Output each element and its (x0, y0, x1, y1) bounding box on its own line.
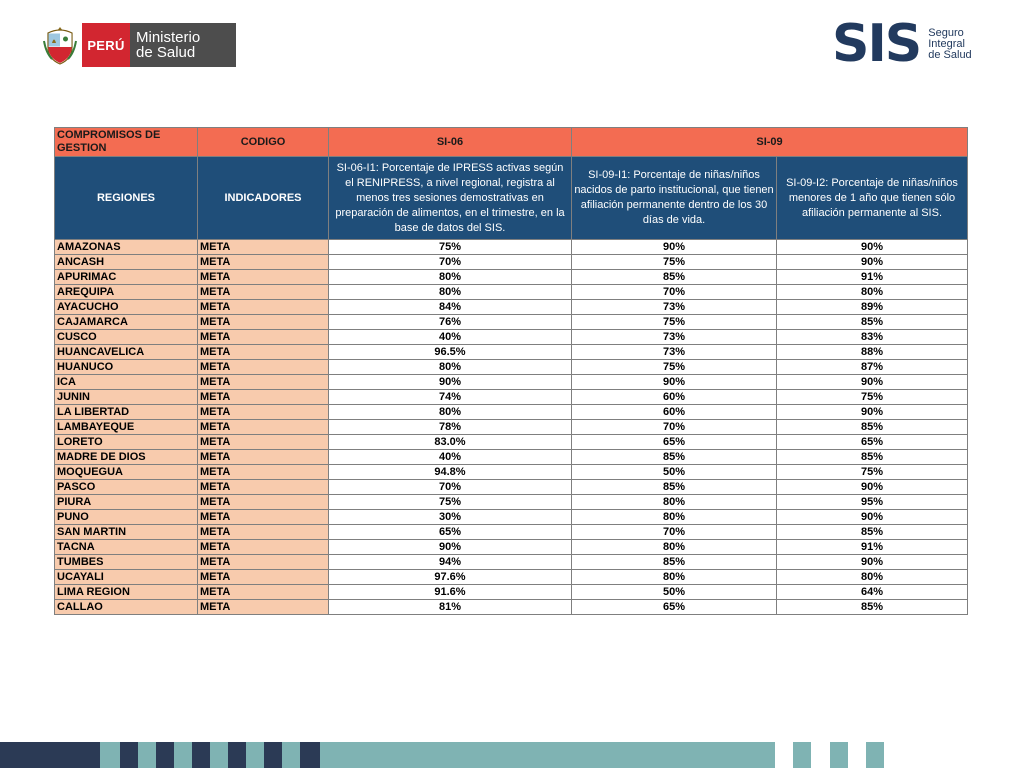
region-cell: TACNA (55, 540, 198, 555)
region-cell: APURIMAC (55, 270, 198, 285)
si06-i1-value: 94% (329, 555, 572, 570)
indicador-cell: META (198, 585, 329, 600)
si06-i1-value: 97.6% (329, 570, 572, 585)
sis-wordmark: SIS (832, 14, 921, 74)
regiones-header: REGIONES (55, 157, 198, 240)
table-row (55, 555, 968, 570)
ministerio-label (130, 23, 236, 67)
table-row (55, 435, 968, 450)
indicador-cell: META (198, 345, 329, 360)
region-cell: AREQUIPA (55, 285, 198, 300)
si09-i1-value: 85% (572, 480, 777, 495)
si09-i2-value: 85% (777, 315, 968, 330)
si09-i2-value: 90% (777, 375, 968, 390)
indicador-cell: META (198, 405, 329, 420)
si06-i1-value: 96.5% (329, 345, 572, 360)
indicador-cell: META (198, 525, 329, 540)
region-cell: AYACUCHO (55, 300, 198, 315)
table-row (55, 495, 968, 510)
si09-i1-value: 80% (572, 540, 777, 555)
ministerio-line2: de Salud (136, 44, 196, 61)
si09-i1-value: 70% (572, 525, 777, 540)
table-row (55, 390, 968, 405)
si09-i1-value: 85% (572, 270, 777, 285)
si09-i1-value: 70% (572, 285, 777, 300)
si06-i1-value: 75% (329, 495, 572, 510)
si06-i1-value: 75% (329, 240, 572, 255)
indicador-cell: META (198, 435, 329, 450)
indicador-cell: META (198, 600, 329, 615)
si06-i1-value: 70% (329, 480, 572, 495)
compromisos-header: COMPROMISOS DE GESTION (55, 128, 198, 157)
table-row (55, 345, 968, 360)
si09-i1-value: 80% (572, 510, 777, 525)
table-row (55, 255, 968, 270)
si06-i1-value: 94.8% (329, 465, 572, 480)
region-cell: HUANUCO (55, 360, 198, 375)
sis-subtitle (928, 28, 971, 61)
table-row (55, 285, 968, 300)
si06-i1-value: 91.6% (329, 585, 572, 600)
region-cell: CAJAMARCA (55, 315, 198, 330)
region-cell: LIMA REGION (55, 585, 198, 600)
header-row-compromisos (55, 128, 968, 157)
region-cell: MOQUEGUA (55, 465, 198, 480)
region-cell: CUSCO (55, 330, 198, 345)
ministerio-line1: Ministerio (136, 29, 201, 46)
table-row (55, 585, 968, 600)
table-row (55, 315, 968, 330)
si09-i1-value: 50% (572, 465, 777, 480)
region-cell: CALLAO (55, 600, 198, 615)
indicador-cell: META (198, 270, 329, 285)
si09-i2-value: 80% (777, 570, 968, 585)
indicator-si09-i1: SI-09-I1: Porcentaje de niñas/niños nacidos de parto institucional, que tienen afiliación permanente dentro de los 30 días de vida. (572, 157, 777, 240)
indicador-cell: META (198, 570, 329, 585)
si06-i1-value: 80% (329, 405, 572, 420)
peru-label: PERÚ (82, 23, 130, 67)
indicador-cell: META (198, 375, 329, 390)
region-cell: PIURA (55, 495, 198, 510)
si06-i1-value: 76% (329, 315, 572, 330)
table-row (55, 240, 968, 255)
si09-i1-value: 75% (572, 255, 777, 270)
region-cell: TUMBES (55, 555, 198, 570)
indicador-cell: META (198, 255, 329, 270)
table-row (55, 570, 968, 585)
si09-i1-value: 90% (572, 240, 777, 255)
region-cell: LORETO (55, 435, 198, 450)
sis-logo (832, 14, 992, 74)
region-cell: MADRE DE DIOS (55, 450, 198, 465)
indicador-cell: META (198, 495, 329, 510)
si06-i1-value: 74% (329, 390, 572, 405)
si06-i1-value: 80% (329, 270, 572, 285)
region-cell: LAMBAYEQUE (55, 420, 198, 435)
region-cell: LA LIBERTAD (55, 405, 198, 420)
region-cell: PASCO (55, 480, 198, 495)
region-cell: PUNO (55, 510, 198, 525)
si09-i1-value: 65% (572, 600, 777, 615)
si06-header: SI-06 (329, 128, 572, 157)
indicadores-header: INDICADORES (198, 157, 329, 240)
si09-i2-value: 89% (777, 300, 968, 315)
indicador-cell: META (198, 315, 329, 330)
region-cell: UCAYALI (55, 570, 198, 585)
si09-i1-value: 90% (572, 375, 777, 390)
peru-coat-of-arms-icon (42, 23, 78, 67)
si09-i2-value: 85% (777, 420, 968, 435)
indicador-cell: META (198, 285, 329, 300)
si09-i2-value: 80% (777, 285, 968, 300)
si09-i2-value: 88% (777, 345, 968, 360)
si09-i1-value: 60% (572, 390, 777, 405)
table-row (55, 375, 968, 390)
si09-i1-value: 75% (572, 315, 777, 330)
table-row (55, 420, 968, 435)
si09-i1-value: 73% (572, 345, 777, 360)
sis-sub-line1: Seguro (928, 26, 964, 39)
table-row (55, 600, 968, 615)
region-cell: ICA (55, 375, 198, 390)
si09-i2-value: 91% (777, 270, 968, 285)
si09-i2-value: 90% (777, 240, 968, 255)
si09-i2-value: 75% (777, 390, 968, 405)
si09-header: SI-09 (572, 128, 968, 157)
si09-i1-value: 73% (572, 330, 777, 345)
si09-i2-value: 90% (777, 480, 968, 495)
region-cell: JUNIN (55, 390, 198, 405)
indicador-cell: META (198, 330, 329, 345)
region-cell: ANCASH (55, 255, 198, 270)
indicador-cell: META (198, 390, 329, 405)
table-row (55, 405, 968, 420)
si09-i2-value: 83% (777, 330, 968, 345)
table-row (55, 330, 968, 345)
si09-i1-value: 85% (572, 450, 777, 465)
table-row (55, 300, 968, 315)
si06-i1-value: 81% (329, 600, 572, 615)
si09-i2-value: 90% (777, 405, 968, 420)
indicador-cell: META (198, 300, 329, 315)
si09-i2-value: 95% (777, 495, 968, 510)
indicador-cell: META (198, 510, 329, 525)
si06-i1-value: 90% (329, 375, 572, 390)
si09-i2-value: 91% (777, 540, 968, 555)
si09-i1-value: 65% (572, 435, 777, 450)
sis-sub-line2: Integral (928, 37, 965, 50)
si06-i1-value: 40% (329, 450, 572, 465)
si09-i1-value: 80% (572, 570, 777, 585)
header-row-indicadores (55, 157, 968, 240)
indicador-cell: META (198, 540, 329, 555)
indicador-cell: META (198, 465, 329, 480)
indicador-cell: META (198, 480, 329, 495)
si09-i1-value: 60% (572, 405, 777, 420)
table-row (55, 540, 968, 555)
si09-i2-value: 75% (777, 465, 968, 480)
si09-i1-value: 50% (572, 585, 777, 600)
indicador-cell: META (198, 450, 329, 465)
footer-stripe (0, 742, 1024, 768)
minsa-logo (42, 23, 236, 67)
region-cell: HUANCAVELICA (55, 345, 198, 360)
si09-i2-value: 90% (777, 510, 968, 525)
metas-table (54, 127, 968, 615)
indicator-si09-i2: SI-09-I2: Porcentaje de niñas/niños menores de 1 año que tienen sólo afiliación permanente al SIS. (777, 157, 968, 240)
si06-i1-value: 30% (329, 510, 572, 525)
si09-i1-value: 70% (572, 420, 777, 435)
indicator-si06-i1: SI-06-I1: Porcentaje de IPRESS activas según el RENIPRESS, a nivel regional, registra al menos tres sesiones demostrativas en preparación de alimentos, en el trimestre, en la base de datos del SIS. (329, 157, 572, 240)
si09-i2-value: 90% (777, 255, 968, 270)
si09-i2-value: 85% (777, 450, 968, 465)
si09-i2-value: 90% (777, 555, 968, 570)
codigo-header: CODIGO (198, 128, 329, 157)
table-row (55, 465, 968, 480)
si09-i2-value: 87% (777, 360, 968, 375)
region-cell: AMAZONAS (55, 240, 198, 255)
si09-i2-value: 85% (777, 600, 968, 615)
table-row (55, 360, 968, 375)
table-row (55, 450, 968, 465)
si06-i1-value: 84% (329, 300, 572, 315)
si09-i2-value: 85% (777, 525, 968, 540)
indicador-cell: META (198, 555, 329, 570)
si09-i1-value: 75% (572, 360, 777, 375)
indicador-cell: META (198, 420, 329, 435)
si06-i1-value: 83.0% (329, 435, 572, 450)
si06-i1-value: 65% (329, 525, 572, 540)
si06-i1-value: 90% (329, 540, 572, 555)
si09-i1-value: 85% (572, 555, 777, 570)
table-row (55, 270, 968, 285)
si09-i1-value: 80% (572, 495, 777, 510)
indicador-cell: META (198, 360, 329, 375)
indicador-cell: META (198, 240, 329, 255)
si06-i1-value: 80% (329, 360, 572, 375)
si09-i2-value: 65% (777, 435, 968, 450)
region-cell: SAN MARTIN (55, 525, 198, 540)
si06-i1-value: 40% (329, 330, 572, 345)
si06-i1-value: 70% (329, 255, 572, 270)
si06-i1-value: 80% (329, 285, 572, 300)
sis-sub-line3: de Salud (928, 48, 972, 61)
si09-i2-value: 64% (777, 585, 968, 600)
si09-i1-value: 73% (572, 300, 777, 315)
si06-i1-value: 78% (329, 420, 572, 435)
table-row (55, 510, 968, 525)
table-row (55, 480, 968, 495)
table-row (55, 525, 968, 540)
